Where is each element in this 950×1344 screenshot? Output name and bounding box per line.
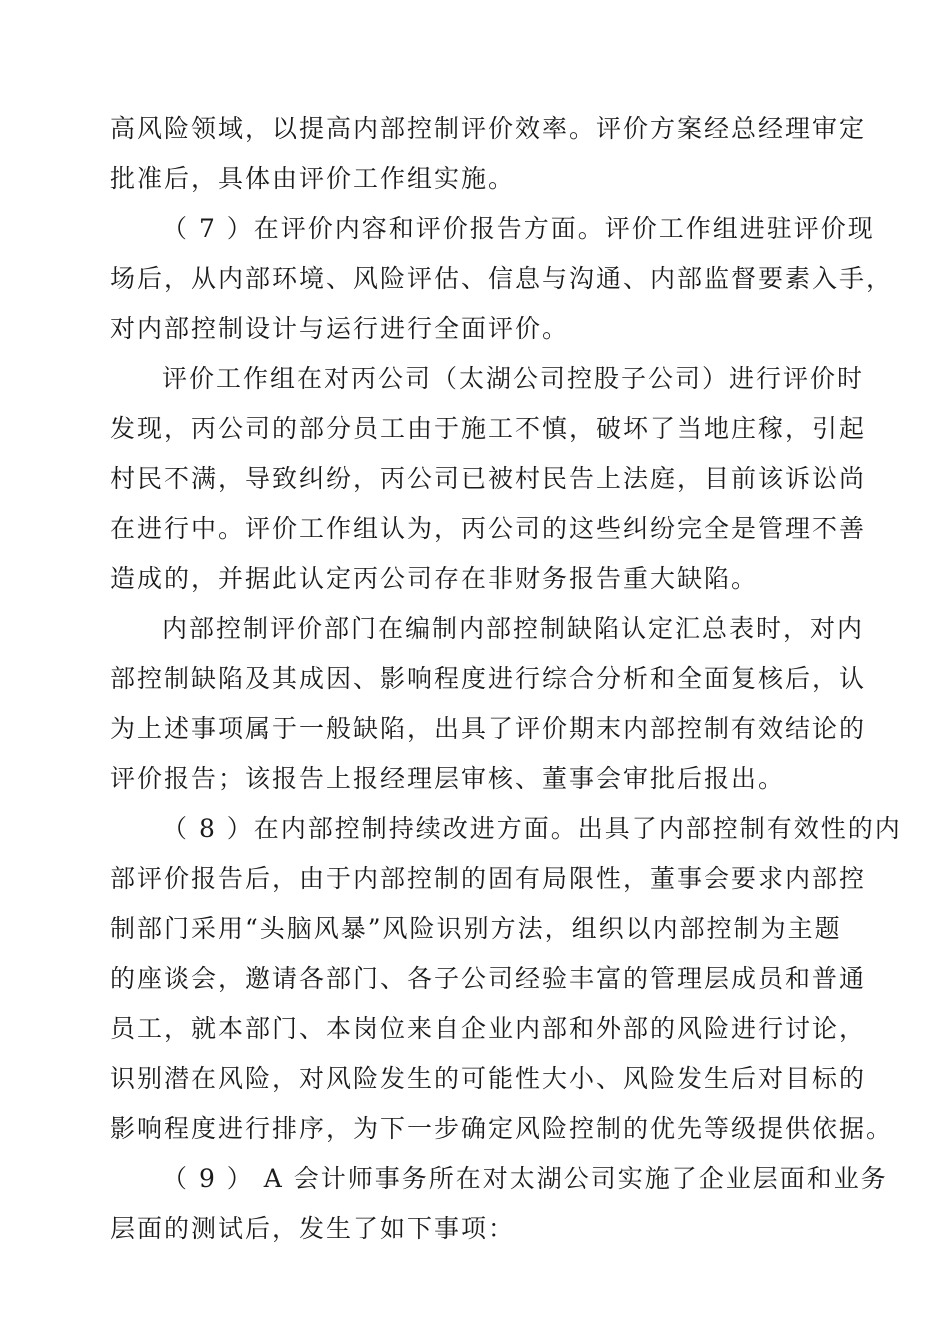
text-line: 高风险领域，以提高内部控制评价效率。评价方案经总经理审定 (110, 114, 867, 143)
text-line: 场后，从内部环境、风险评估、信息与沟通、内部监督要素入手， (110, 264, 894, 293)
text-line: 发现，丙公司的部分员工由于施工不慎，破坏了当地庄稼，引起 (110, 414, 867, 443)
paragraph-start-line: 评价工作组在对丙公司（太湖公司控股子公司）进行评价时 (162, 364, 865, 393)
paragraph-start-line: （ 8 ）在内部控制持续改进方面。出具了内部控制有效性的内 (162, 814, 902, 843)
text-line: 对内部控制设计与运行进行全面评价。 (110, 314, 570, 343)
text-line: 识别潜在风险，对风险发生的可能性大小、风险发生后对目标的 (110, 1064, 867, 1093)
text-line: 的座谈会，邀请各部门、各子公司经验丰富的管理层成员和普通 (110, 964, 867, 993)
text-line: 在进行中。评价工作组认为，丙公司的这些纠纷完全是管理不善 (110, 514, 867, 543)
text-line: 员工，就本部门、本岗位来自企业内部和外部的风险进行讨论， (110, 1014, 867, 1043)
text-line: 部评价报告后，由于内部控制的固有局限性，董事会要求内部控 (110, 864, 867, 893)
paragraph-start-line: （ 7 ）在评价内容和评价报告方面。评价工作组进驻评价现 (162, 214, 875, 243)
text-line: 村民不满，导致纠纷，丙公司已被村民告上法庭，目前该诉讼尚 (110, 464, 867, 493)
text-line: 影响程度进行排序，为下一步确定风险控制的优先等级提供依据。 (110, 1114, 894, 1143)
text-line: 为上述事项属于一般缺陷，出具了评价期末内部控制有效结论的 (110, 714, 867, 743)
text-line: 制部门采用“头脑风暴”风险识别方法，组织以内部控制为主题 (110, 914, 842, 943)
text-line: 部控制缺陷及其成因、影响程度进行综合分析和全面复核后，认 (110, 664, 867, 693)
text-line: 层面的测试后，发生了如下事项： (110, 1214, 516, 1243)
text-line: 评价报告；该报告上报经理层审核、董事会审批后报出。 (110, 764, 786, 793)
document-body (110, 104, 902, 1254)
text-line: 批准后，具体由评价工作组实施。 (110, 164, 516, 193)
paragraph-start-line: （ 9 ） A 会计师事务所在对太湖公司实施了企业层面和业务 (162, 1164, 888, 1193)
paragraph-start-line: 内部控制评价部门在编制内部控制缺陷认定汇总表时，对内 (162, 614, 865, 643)
text-line: 造成的，并据此认定丙公司存在非财务报告重大缺陷。 (110, 564, 759, 593)
